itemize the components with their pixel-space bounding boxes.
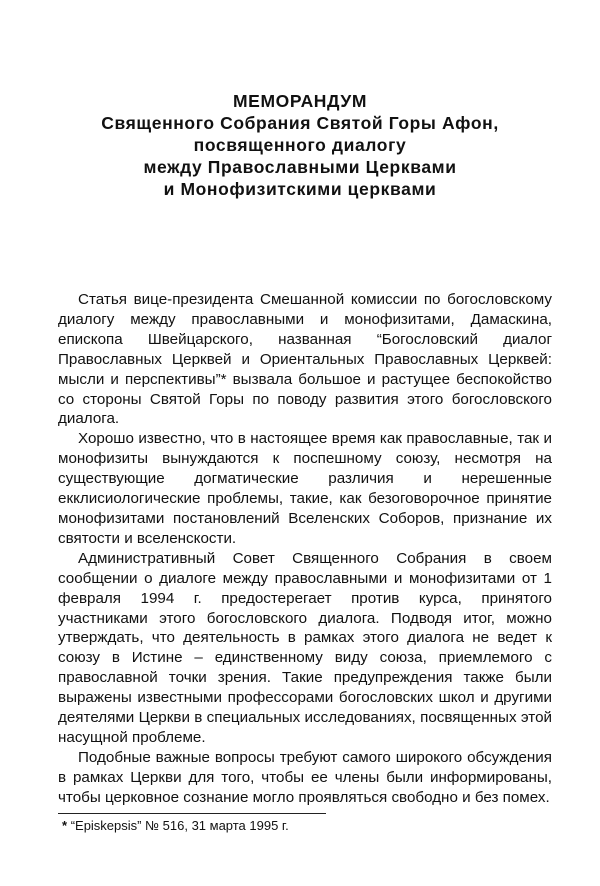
footnote [58,818,542,834]
paragraph-1: Статья вице-президента Смешанной комиссии по богословскому диалогу между православными и монофизитами, Дамаскина, епископа Швейцарского, названная “Богословский диалог Православных Церквей и Ориентальных Православных Церквей: мысли и перспективы”* вызвала большое и растущее беспокойство со стороны Святой Горы по поводу развития этого богословского диалога. [58,291,552,428]
title-line-5: и Монофизитскими церквами [163,179,437,199]
footnote-text: “Episkepsis” № 516, 31 марта 1995 г. [70,818,289,833]
title-line-2: Священного Собрания Святой Горы Афон, [101,113,499,133]
title-line-3: посвященного диалогу [193,135,407,155]
memorandum-title [60,90,540,200]
paragraph-3: Административный Совет Священного Собрания в своем сообщении о диалоге между православными и монофизитами от 1 февраля 1994 г. предостерегает против курса, принятого участниками этого богословского диалога. Подводя итог, можно утверждать, что деятельность в рамках этого диалога не ведет к союзу в Истине – единственному виду союза, приемлемого с православной точки зрения. Такие предупреждения также были выражены известными профессорами богословских школ и другими деятелями Церкви в специальных исследованиях, посвященных этой насущной проблеме. [58,549,552,746]
title-line-4: между Православными Церквами [143,157,457,177]
title-line-1: МЕМОРАНДУМ [233,91,367,111]
footnote-divider [58,813,326,814]
body-text [58,290,552,808]
paragraph-4: Подобные важные вопросы требуют самого широкого обсуждения в рамках Церкви для того, чтобы ее члены были информированы, чтобы церковное сознание могло проявляться свободно и без помех. [58,748,552,806]
footnote-mark: * [62,818,68,833]
paragraph-2: Хорошо известно, что в настоящее время как православные, так и монофизиты вынуждаются к поспешному союзу, несмотря на существующие догматические различия и нерешенные екклисиологические проблемы, такие, как безоговорочное принятие монофизитами постановлений Вселенских Соборов, признание их святости и вселенскости. [58,430,552,547]
